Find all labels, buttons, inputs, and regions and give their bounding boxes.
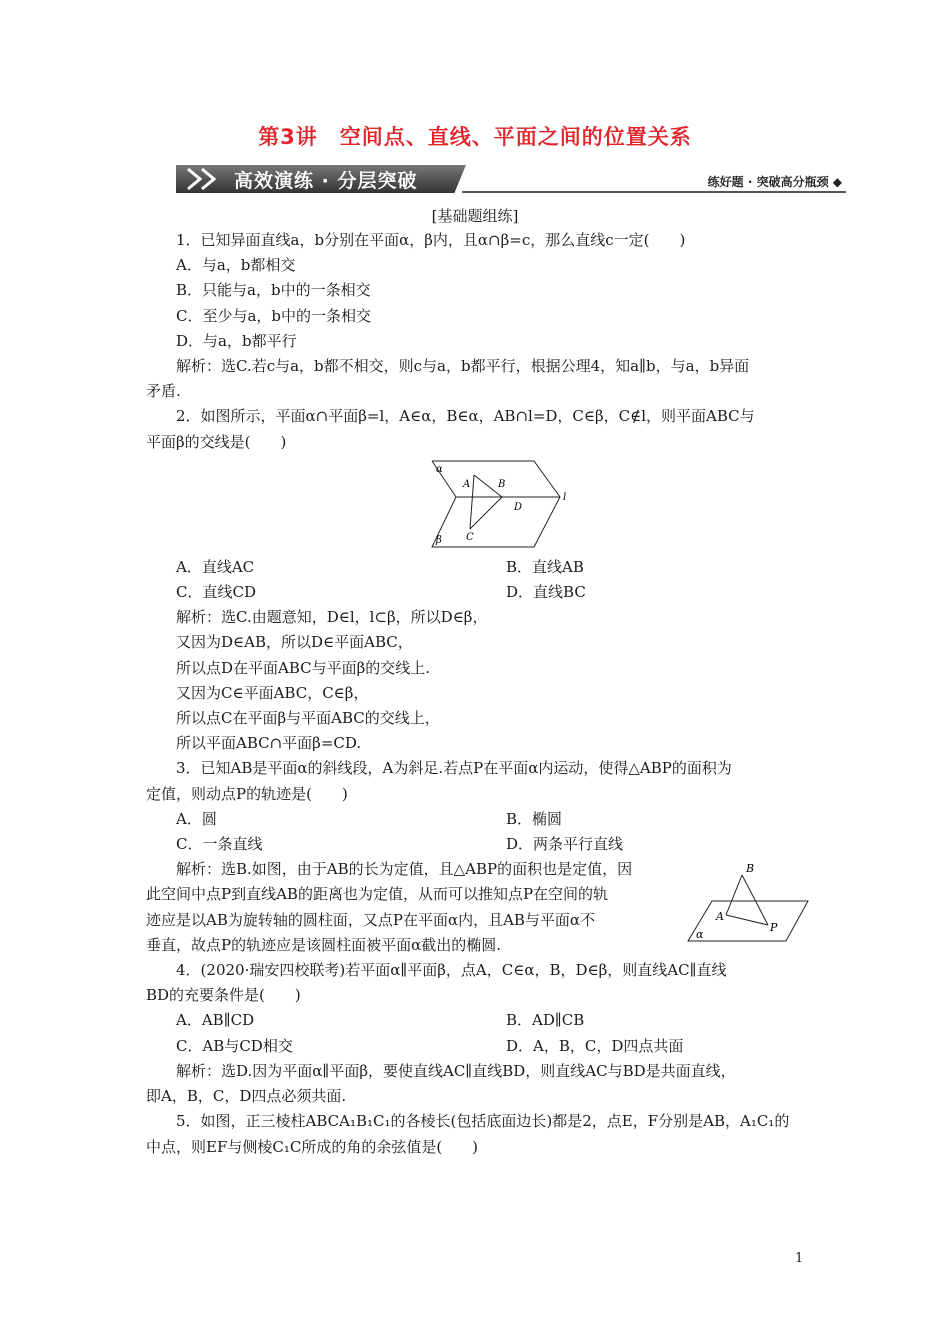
- q4-analysis-cont: 即A，B，C，D四点必须共面.: [146, 1087, 347, 1106]
- q2-options-row-1: [146, 555, 808, 580]
- q4-option-b: B．AD∥CB: [506, 1011, 585, 1030]
- q1-analysis-cont: 矛盾.: [146, 382, 181, 401]
- section-heading: [基础题组练]: [431, 207, 519, 225]
- q2-option-b: B．直线AB: [506, 557, 584, 576]
- q4-stem: 4．(2020·瑞安四校联考)若平面α∥平面β，点A，C∈α，B，D∈β，则直线AC∥直线: [176, 961, 727, 980]
- q2-stem-cont: 平面β的交线是( ): [146, 432, 287, 451]
- q4-option-d: D．A，B，C，D四点共面: [506, 1036, 684, 1055]
- q1-option-d: D．与a，b都平行: [176, 331, 297, 350]
- q3-option-c: C．一条直线: [176, 835, 263, 854]
- q2-option-a: A．直线AC: [176, 557, 255, 576]
- fig1-label-beta: β: [436, 534, 442, 546]
- fig1-label-c: C: [466, 531, 474, 543]
- q3-stem: 3．已知AB是平面α的斜线段，A为斜足.若点P在平面α内运动，使得△ABP的面积为: [176, 759, 732, 778]
- fig1-label-b: B: [498, 478, 506, 490]
- q3-analysis-2: 此空间中点P到直线AB的距离也为定值，从而可以推知点P在空间的轨: [146, 885, 609, 904]
- fig1-label-d: D: [514, 501, 523, 513]
- q2-option-d: D．直线BC: [506, 583, 586, 602]
- q3-options-row-2: [146, 832, 808, 857]
- q4-option-c: C．AB与CD相交: [176, 1036, 293, 1055]
- q2-analysis-5: 所以点C在平面β与平面ABC的交线上，: [176, 709, 440, 728]
- fig1-label-a: A: [463, 478, 471, 490]
- q3-stem-cont: 定值，则动点P的轨迹是( ): [146, 784, 348, 803]
- banner-title: 高效演练 · 分层突破: [234, 170, 418, 192]
- q3-options-row-1: [146, 807, 808, 832]
- fig2-label-a: A: [716, 910, 724, 924]
- q4-options-row-1: [146, 1008, 808, 1033]
- q3-option-b: B．椭圆: [506, 809, 563, 828]
- q5-stem: 5．如图，正三棱柱ABCA₁B₁C₁的各棱长(包括底面边长)都是2，点E，F分别是AB，A₁C₁的: [176, 1112, 790, 1131]
- fig2-label-alpha: α: [696, 928, 704, 942]
- q1-option-c: C．至少与a，b中的一条相交: [176, 306, 372, 325]
- two-planes-figure: [430, 459, 570, 549]
- q3-option-d: D．两条平行直线: [506, 835, 624, 854]
- fig1-label-l: l: [563, 491, 567, 503]
- q2-analysis-3: 所以点D在平面ABC与平面β的交线上.: [176, 658, 431, 677]
- q2-option-c: C．直线CD: [176, 583, 256, 602]
- q4-option-a: A．AB∥CD: [176, 1011, 255, 1030]
- q4-analysis: 解析：选D.因为平面α∥平面β，要使直线AC∥直线BD，则直线AC与BD是共面直线，: [176, 1061, 736, 1080]
- q3-option-a: A．圆: [176, 809, 217, 828]
- q2-options-row-2: [146, 580, 808, 605]
- q2-analysis-1: 解析：选C.由题意知，D∈l，l⊂β，所以D∈β，: [176, 608, 488, 627]
- page-number: 1: [795, 1251, 804, 1266]
- fig2-label-b: B: [746, 862, 755, 876]
- fig2-label-p: P: [770, 921, 778, 935]
- q2-analysis-2: 又因为D∈AB，所以D∈平面ABC，: [176, 633, 413, 652]
- q5-stem-cont: 中点，则EF与侧棱C₁C所成的角的余弦值是( ): [146, 1137, 479, 1156]
- q2-analysis-6: 所以平面ABC∩平面β=CD.: [176, 734, 362, 753]
- banner-rule: [462, 191, 846, 193]
- q4-stem-cont: BD的充要条件是( ): [146, 986, 301, 1005]
- banner-subtitle: 练好题 · 突破高分瓶颈 ◆: [707, 175, 842, 189]
- q2-stem: 2．如图所示，平面α∩平面β=l，A∈α，B∈α，AB∩l=D，C∈β，C∉l，则平面ABC与: [176, 407, 755, 426]
- section-banner: [176, 163, 846, 195]
- page-title: 第3讲 空间点、直线、平面之间的位置关系: [258, 125, 692, 149]
- q3-analysis-block: [146, 857, 808, 958]
- q1-analysis: 解析：选C.若c与a，b都不相交，则c与a，b都平行，根据公理4，知a∥b，与a，b异面: [176, 357, 750, 376]
- q1-option-a: A．与a，b都相交: [176, 256, 296, 275]
- double-chevron-icon: [184, 167, 228, 191]
- q2-analysis-4: 又因为C∈平面ABC，C∈β，: [176, 683, 369, 702]
- q3-analysis-3: 迹应是以AB为旋转轴的圆柱面，又点P在平面α内，且AB与平面α不: [146, 910, 596, 929]
- q4-options-row-2: [146, 1034, 808, 1059]
- question-list: [146, 228, 808, 1160]
- fig1-label-alpha: α: [436, 463, 443, 475]
- q3-analysis-1: 解析：选B.如图，由于AB的长为定值，且△ABP的面积也是定值，因: [176, 860, 633, 879]
- q1-stem: 1．已知异面直线a，b分别在平面α，β内，且α∩β=c，那么直线c一定( ): [176, 231, 686, 249]
- oblique-segment-figure: [686, 859, 810, 943]
- q1-option-b: B．只能与a，b中的一条相交: [176, 281, 371, 300]
- q3-analysis-4: 垂直，故点P的轨迹应是该圆柱面被平面α截出的椭圆.: [146, 935, 501, 954]
